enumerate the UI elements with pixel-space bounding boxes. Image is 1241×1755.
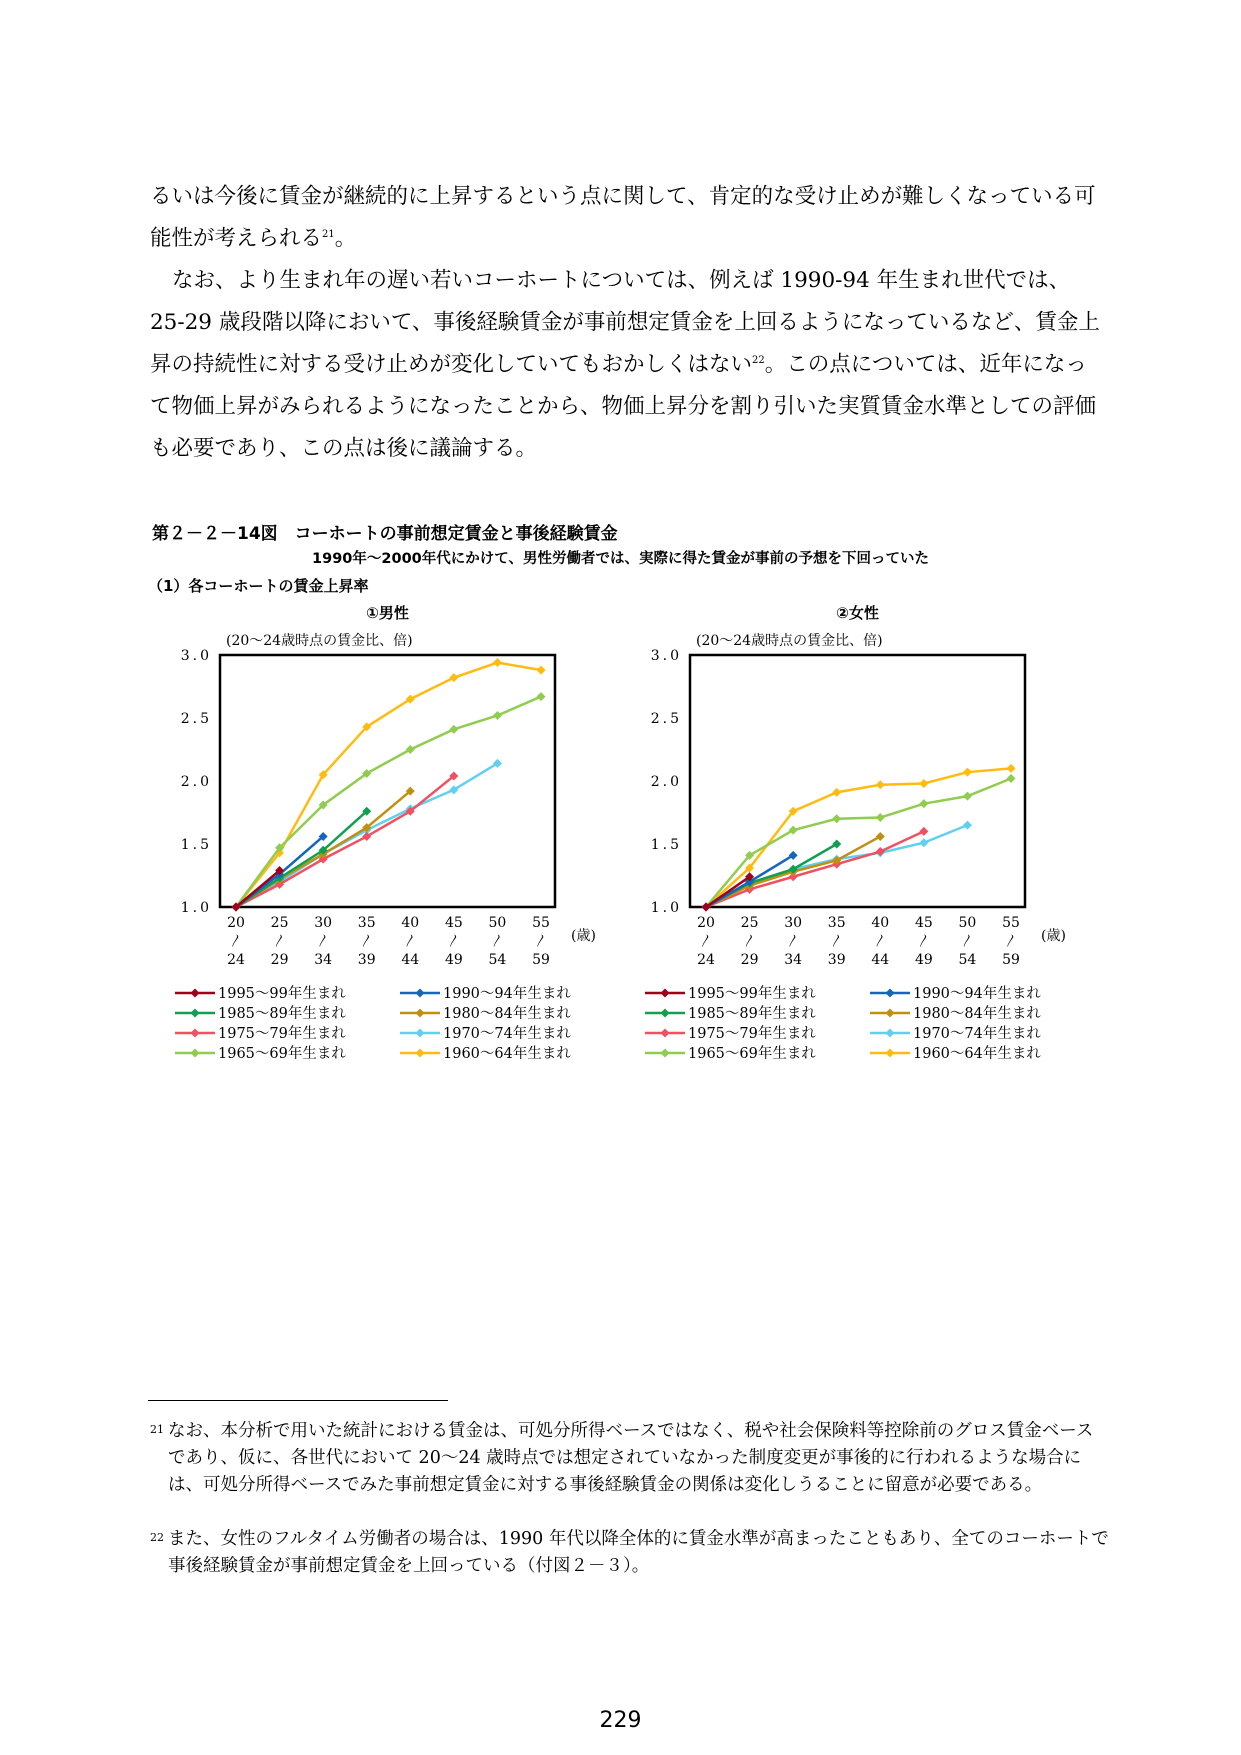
data-point (1007, 764, 1016, 773)
data-point (876, 813, 885, 822)
figure-section-label: （1）各コーホートの賃金上昇率 (148, 577, 369, 595)
x-tick-top: 25 (270, 915, 289, 931)
x-tick-tilde: 〳 (273, 934, 287, 949)
x-tick-bottom: 44 (871, 952, 890, 968)
x-axis-unit: (歳) (1041, 928, 1066, 944)
x-tick-top: 30 (784, 915, 803, 931)
x-tick-bottom: 54 (958, 952, 977, 968)
x-tick-tilde: 〳 (447, 934, 461, 949)
legend-marker (661, 1029, 670, 1038)
y-tick-label: 1.5 (180, 837, 212, 853)
plot-frame (690, 655, 1025, 907)
y-tick-label: 2.5 (650, 711, 682, 727)
x-tick-tilde: 〳 (960, 934, 974, 949)
legend-marker (416, 989, 425, 998)
data-point (832, 814, 841, 823)
chart-male (150, 600, 610, 1080)
x-tick-bottom: 54 (488, 952, 507, 968)
x-tick-bottom: 44 (401, 952, 420, 968)
data-point (493, 711, 502, 720)
footnote-mark: 21 (150, 1423, 164, 1436)
x-tick-bottom: 34 (784, 952, 803, 968)
plot-frame (220, 655, 555, 907)
y-tick-label: 2.0 (180, 774, 212, 790)
legend-label: 1990～94年生まれ (443, 986, 571, 1002)
data-point (963, 821, 972, 830)
x-tick-tilde: 〳 (917, 934, 931, 949)
footnote-text: また、女性のフルタイム労働者の場合は、1990 年代以降全体的に賃金水準が高まったこともあり、全てのコーホートで事後経験賃金が事前想定賃金を上回っている（付図２－３）。 (168, 1529, 1109, 1576)
legend-label: 1965～69年生まれ (218, 1046, 346, 1062)
legend-label: 1985～89年生まれ (218, 1006, 346, 1022)
data-point (449, 673, 458, 682)
data-point (537, 666, 546, 675)
data-point (919, 827, 928, 836)
x-tick-top: 35 (357, 915, 376, 931)
footnote-text: なお、本分析で用いた統計における賃金は、可処分所得ベースではなく、税や社会保険料等控除前のグロス賃金ベースであり、仮に、各世代において 20～24 歳時点では想定されていなかった制度変更が事後的に行われるような場合には、可処分所得ベースでみた事前想定賃金に対する事後経験賃金の関係は変化しうることに留意が必要である。 (168, 1421, 1094, 1495)
legend-marker (886, 989, 895, 998)
legend-label: 1995～99年生まれ (688, 986, 816, 1002)
x-tick-top: 30 (314, 915, 333, 931)
legend-label: 1975～79年生まれ (218, 1026, 346, 1042)
series-line (706, 844, 837, 907)
legend-marker (191, 1029, 200, 1038)
figure-title: 第２－２－14図 コーホートの事前想定賃金と事後経験賃金 (152, 524, 618, 544)
x-tick-bottom: 29 (270, 952, 289, 968)
footnote-mark: 22 (150, 1531, 164, 1544)
legend-label: 1970～74年生まれ (913, 1026, 1041, 1042)
x-tick-tilde: 〳 (699, 934, 713, 949)
data-point (1007, 774, 1016, 783)
data-point (919, 779, 928, 788)
x-tick-tilde: 〳 (830, 934, 844, 949)
x-tick-bottom: 29 (740, 952, 759, 968)
x-tick-tilde: 〳 (873, 934, 887, 949)
x-tick-top: 50 (958, 915, 977, 931)
x-tick-bottom: 24 (227, 952, 245, 968)
x-tick-bottom: 34 (314, 952, 333, 968)
legend-marker (886, 1009, 895, 1018)
y-axis-label: (20～24歳時点の賃金比、倍) (226, 633, 413, 649)
x-tick-top: 45 (444, 915, 463, 931)
y-tick-label: 1.0 (650, 900, 682, 916)
x-tick-tilde: 〳 (743, 934, 757, 949)
data-point (919, 799, 928, 808)
footnote-ref-22[interactable]: 22 (752, 355, 765, 366)
x-tick-tilde: 〳 (490, 934, 504, 949)
data-point (919, 838, 928, 847)
legend-label: 1980～84年生まれ (443, 1006, 571, 1022)
x-tick-top: 35 (827, 915, 846, 931)
x-axis-unit: (歳) (571, 928, 596, 944)
x-tick-top: 55 (1002, 915, 1020, 931)
data-point (963, 792, 972, 801)
chart-female (620, 600, 1080, 1080)
chart-title: ②女性 (836, 604, 879, 622)
y-tick-label: 3.0 (180, 648, 212, 664)
legend-marker (191, 1049, 200, 1058)
x-tick-bottom: 59 (532, 952, 550, 968)
y-tick-label: 1.0 (180, 900, 212, 916)
footnote-ref-21[interactable]: 21 (322, 229, 335, 240)
data-point (876, 847, 885, 856)
x-tick-bottom: 59 (1002, 952, 1020, 968)
x-tick-bottom: 49 (444, 952, 463, 968)
figure-subtitle: 1990年～2000年代にかけて、男性労働者では、実際に得た賃金が事前の予想を下回っていた (312, 551, 929, 567)
y-tick-label: 2.0 (650, 774, 682, 790)
legend-label: 1970～74年生まれ (443, 1026, 571, 1042)
x-tick-top: 20 (697, 915, 715, 931)
y-axis-label: (20～24歳時点の賃金比、倍) (696, 633, 883, 649)
legend-marker (661, 1049, 670, 1058)
x-tick-top: 25 (740, 915, 759, 931)
footnote-21 (150, 1418, 1110, 1499)
x-tick-tilde: 〳 (316, 934, 330, 949)
footnote-divider (148, 1400, 448, 1401)
x-tick-top: 40 (401, 915, 420, 931)
legend-label: 1965～69年生まれ (688, 1046, 816, 1062)
body-paragraph-1: るいは今後に賃金が継続的に上昇するという点に関して、肯定的な受け止めが難しくなっている可能性が考えられる$^{21}$。 (150, 184, 1096, 251)
legend-label: 1995～99年生まれ (218, 986, 346, 1002)
x-tick-tilde: 〳 (229, 934, 243, 949)
legend-marker (416, 1049, 425, 1058)
data-point (832, 788, 841, 797)
data-point (963, 768, 972, 777)
y-tick-label: 2.5 (180, 711, 212, 727)
x-tick-top: 50 (488, 915, 507, 931)
x-tick-bottom: 24 (697, 952, 715, 968)
chart-title: ①男性 (366, 604, 409, 622)
footnote-22 (150, 1526, 1110, 1580)
y-tick-label: 3.0 (650, 648, 682, 664)
legend-label: 1985～89年生まれ (688, 1006, 816, 1022)
legend-marker (886, 1029, 895, 1038)
legend-label: 1990～94年生まれ (913, 986, 1041, 1002)
body-paragraph-2: なお、より生まれ年の遅い若いコーホートについては、例えば 1990-94 年生まれ世代では、25-29 歳段階以降において、事後経験賃金が事前想定賃金を上回るようになっているなど、賃金上昇の持続性に対する受け止めが変化していてもおかしくはない$^{22}$。この点については、近年になって物価上昇がみられるようになったことから、物価上昇分を割り引いた実質賃金水準としての評価も必要であり、この点は後に議論する。 (150, 268, 1100, 461)
x-tick-top: 45 (914, 915, 933, 931)
data-point (537, 692, 546, 701)
x-tick-tilde: 〳 (360, 934, 374, 949)
x-tick-tilde: 〳 (1004, 934, 1018, 949)
x-tick-tilde: 〳 (786, 934, 800, 949)
x-tick-top: 40 (871, 915, 890, 931)
x-tick-tilde: 〳 (534, 934, 548, 949)
data-point (449, 725, 458, 734)
legend-label: 1960～64年生まれ (443, 1046, 571, 1062)
x-tick-top: 20 (227, 915, 245, 931)
legend-marker (416, 1009, 425, 1018)
data-point (493, 658, 502, 667)
y-tick-label: 1.5 (650, 837, 682, 853)
data-point (876, 780, 885, 789)
x-tick-tilde: 〳 (403, 934, 417, 949)
legend-marker (661, 989, 670, 998)
legend-marker (191, 989, 200, 998)
legend-marker (886, 1049, 895, 1058)
legend-label: 1960～64年生まれ (913, 1046, 1041, 1062)
x-tick-bottom: 39 (357, 952, 376, 968)
legend-marker (191, 1009, 200, 1018)
legend-marker (661, 1009, 670, 1018)
x-tick-top: 55 (532, 915, 550, 931)
x-tick-bottom: 39 (827, 952, 846, 968)
x-tick-bottom: 49 (914, 952, 933, 968)
legend-label: 1980～84年生まれ (913, 1006, 1041, 1022)
legend-marker (416, 1029, 425, 1038)
legend-label: 1975～79年生まれ (688, 1026, 816, 1042)
page-number: 229 (599, 1708, 642, 1733)
